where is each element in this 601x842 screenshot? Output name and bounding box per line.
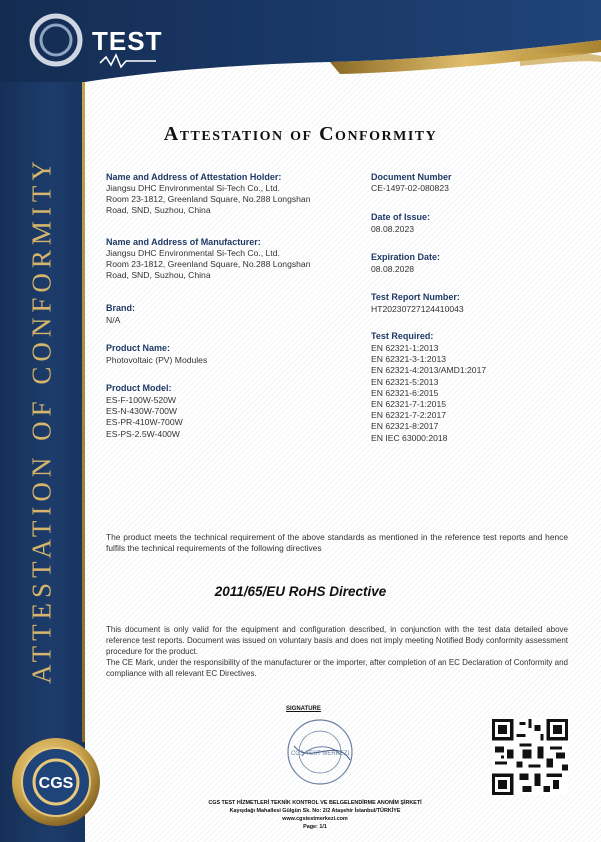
stamp-text: CGS TEST MERKEZI <box>290 751 350 757</box>
issue-date-value: 08.08.2023 <box>371 224 415 234</box>
document-number-value: CE-1497-02-080823 <box>371 183 449 193</box>
conformity-statement: The product meets the technical requirement of the above standards as mentioned in the reference test reports and hence fulfils the technical requirements of the following directives <box>106 532 568 554</box>
cgs-medal-logo <box>10 736 102 828</box>
brand-value: N/A <box>106 315 121 325</box>
test-standard-item: EN IEC 63000:2018 <box>371 432 448 443</box>
test-standard-item: EN 62321-8:2017 <box>371 421 439 432</box>
holder-label: Name and Address of Attestation Holder: <box>106 172 282 182</box>
brand-label: Brand: <box>106 303 135 313</box>
holder-line: Room 23-1812, Greenland Square, No.288 Longshan <box>106 194 311 205</box>
issue-date-label: Date of Issue: <box>371 212 431 222</box>
expiration-date-label: Expiration Date: <box>371 252 441 262</box>
disclaimer-ce-mark: The CE Mark, under the responsibility of the manufacturer or the importer, after completion of an EC Declaration of Conformity and compliance with all relevant EC Directives. <box>106 658 568 679</box>
product-model-label: Product Model: <box>106 383 172 393</box>
holder-line: Jiangsu DHC Environmental Si-Tech Co., Ltd. <box>106 183 280 193</box>
medal-initials: CGS <box>38 775 74 792</box>
sidebar-title: ATTESTATION OF CONFORMITY <box>26 156 57 684</box>
page-title: Attestation of Conformity <box>163 123 438 145</box>
test-standard-item: EN 62321-7-2:2017 <box>371 410 447 421</box>
signature-label: SIGNATURE <box>286 706 321 712</box>
expiration-date-value: 08.08.2028 <box>371 264 415 274</box>
manufacturer-line: Room 23-1812, Greenland Square, No.288 Longshan <box>106 259 311 270</box>
test-standard-item: EN 62321-5:2013 <box>371 376 439 387</box>
footer-page-number: Page: 1/1 <box>303 824 327 830</box>
disclaimer-validity: This document is only valid for the equipment and configuration described, in conjunction with the test data detailed above reference test reports. Document was issued on voluntary basis and does not imply meeting Notified Body conformity assessment procedure for the product. <box>106 625 568 657</box>
footer-company: CGS TEST HİZMETLERİ TEKNİK KONTROL VE BELGELENDİRME ANONİM ŞİRKETİ <box>208 800 422 806</box>
header-band <box>0 0 601 110</box>
product-name-label: Product Name: <box>106 343 171 353</box>
sidebar-gold-stripe <box>82 82 85 742</box>
product-model-list <box>106 395 183 440</box>
test-standard-item: EN 62321-7-1:2015 <box>371 399 447 410</box>
product-model-item: ES-PR-410W-700W <box>106 417 183 428</box>
test-standard-item: EN 62321-1:2013 <box>371 343 439 353</box>
product-model-item: ES-N-430W-700W <box>106 406 177 417</box>
holder-line: Road, SND, Suzhou, China <box>106 205 211 216</box>
document-number-label: Document Number <box>371 172 452 182</box>
company-stamp <box>280 716 360 788</box>
manufacturer-line: Road, SND, Suzhou, China <box>106 270 211 281</box>
test-standard-item: EN 62321-4:2013/AMD1:2017 <box>371 365 487 376</box>
tests-required-label: Test Required: <box>371 331 434 341</box>
tests-required-list <box>371 343 486 444</box>
product-model-item: ES-F-100W-520W <box>106 395 177 405</box>
test-report-value: HT20230727124410043 <box>371 304 464 314</box>
footer <box>150 799 480 831</box>
manufacturer-label: Name and Address of Manufacturer: <box>106 237 261 247</box>
holder-address <box>106 183 310 217</box>
footer-website[interactable]: www.cgstestmerkezi.com <box>282 816 348 822</box>
footer-address: Kayışdağı Mahallesi Gülgün Sk. No: 2/2 Ataşehir İstanbul/TÜRKİYE <box>229 808 401 814</box>
test-standard-item: EN 62321-6:2015 <box>371 387 439 398</box>
qr-code[interactable] <box>492 718 568 796</box>
test-standard-item: EN 62321-3-1:2013 <box>371 354 447 365</box>
product-name-value: Photovoltaic (PV) Modules <box>106 355 208 365</box>
directive-title: 2011/65/EU RoHS Directive <box>214 584 387 599</box>
manufacturer-line: Jiangsu DHC Environmental Si-Tech Co., Ltd. <box>106 248 280 258</box>
manufacturer-address <box>106 248 310 282</box>
product-model-item: ES-PS-2.5W-400W <box>106 428 180 439</box>
logo-text: TEST <box>92 26 163 56</box>
test-report-label: Test Report Number: <box>371 292 460 302</box>
